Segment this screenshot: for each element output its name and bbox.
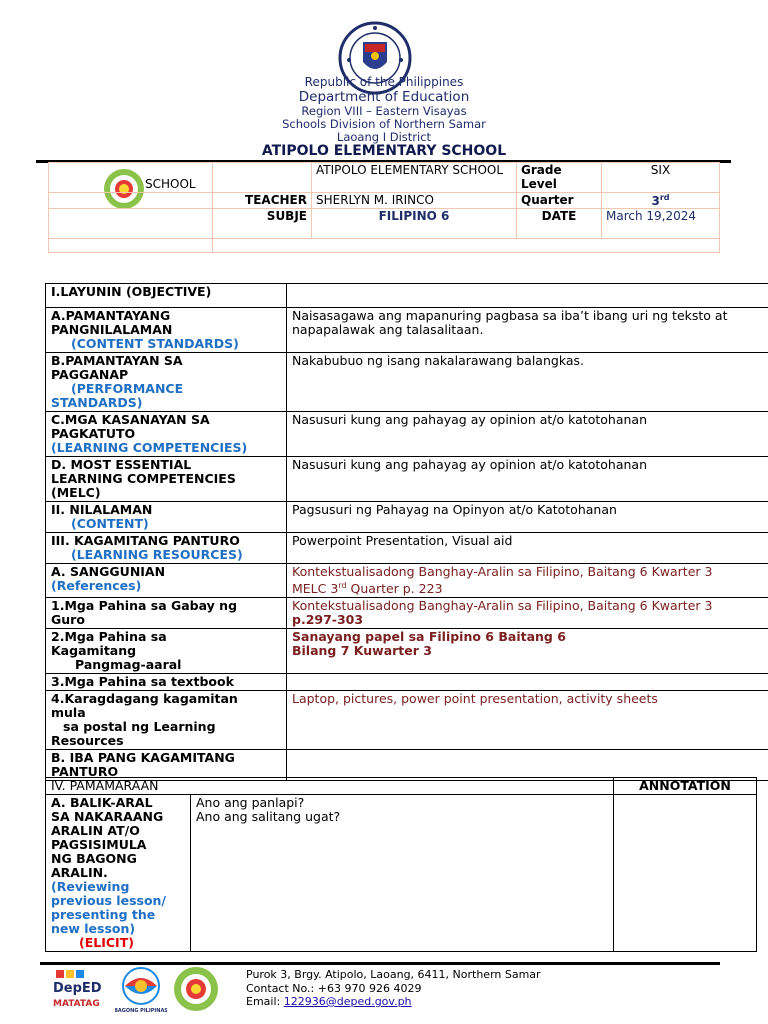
- district-text: Laoang I District: [336, 130, 432, 144]
- teacher-guide-value: Kontekstualisadong Banghay-Aralin sa Filipino, Baitang 6 Kwarter 3 p.297-303: [287, 598, 768, 629]
- table-row: III. KAGAMITANG PANTURO (LEARNING RESOURCES) Powerpoint Presentation, Visual aid: [46, 533, 768, 564]
- additional-materials-value: Laptop, pictures, power point presentation, activity sheets: [287, 691, 768, 750]
- footer-contact: Contact No.: +63 970 926 4029: [246, 981, 422, 995]
- content-standards-value: Naisasagawa ang mapanuring pagbasa sa iba’t ibang uri ng teksto at napapalawak ang talasalitaan.: [287, 308, 768, 353]
- references-value: Kontekstualisadong Banghay-Aralin sa Filipino, Baitang 6 Kwarter 3 MELC 3rd Quarter p. 223: [287, 564, 768, 598]
- learning-competencies-value: Nasusuri kung ang pahayag ay opinion at/o katotohanan: [287, 412, 768, 457]
- subject-value: FILIPINO 6: [312, 209, 517, 239]
- teacher-value: SHERLYN M. IRINCO: [312, 193, 517, 209]
- svg-text:MATATAG: MATATAG: [53, 999, 100, 1009]
- deped-matatag-logo: [50, 970, 110, 1012]
- subject-label: SUBJE: [213, 209, 312, 239]
- table-row: A.PAMANTAYANG PANGNILALAMAN (CONTENT STANDARDS) Naisasagawa ang mapanuring pagbasa sa iba’t ibang uri ng teksto at napapalawak ang talasalitaan.: [46, 308, 768, 353]
- question-salitang-ugat: Ano ang salitang ugat?: [196, 809, 341, 824]
- table-row: C.MGA KASANAYAN SA PAGKATUTO (LEARNING COMPETENCIES) Nasusuri kung ang pahayag ay opinion at/o katotohanan: [46, 412, 768, 457]
- procedure-table: [45, 777, 757, 952]
- grade-label: Grade Level: [517, 163, 602, 193]
- table-row: A. SANGGUNIAN (References) Kontekstualisadong Banghay-Aralin sa Filipino, Baitang 6 Kwarter 3 MELC 3rd Quarter p. 223: [46, 564, 768, 598]
- grade-value: SIX: [602, 163, 720, 193]
- republic-text: Republic of the Philippines: [304, 75, 464, 89]
- quarter-label: Quarter: [517, 193, 602, 209]
- division-text: Schools Division of Northern Samar: [282, 117, 486, 131]
- annotation-header: ANNOTATION: [614, 778, 757, 795]
- region-text: Region VIII – Eastern Visayas: [301, 104, 467, 118]
- footer-email-label: Email:: [246, 995, 284, 1008]
- table-row: A. BALIK-ARAL SA NAKARAANG ARALIN AT/O PAGSISIMULA NG BAGONG ARALIN. (Reviewing previous lesson/ presenting the new lesson) (ELICIT) Ano ang panlapi? Ano ang salitang ugat?: [46, 795, 757, 952]
- table-row: 3.Mga Pahina sa textbook: [46, 674, 768, 691]
- procedure-title: IV. PAMAMARAAN: [46, 778, 614, 795]
- footer-email-link[interactable]: 122936@deped.gov.ph: [283, 995, 412, 1008]
- footer-address: Purok 3, Brgy. Atipolo, Laoang, 6411, Northern Samar: [246, 968, 541, 981]
- table-row: D. MOST ESSENTIAL LEARNING COMPETENCIES (MELC) Nasusuri kung ang pahayag ay opinion at/o katotohanan: [46, 457, 768, 502]
- svg-text:BAGONG PILIPINAS: BAGONG PILIPINAS: [115, 1008, 167, 1014]
- date-label: DATE: [517, 209, 602, 239]
- school-title: ATIPOLO ELEMENTARY SCHOOL: [261, 143, 507, 159]
- question-panlapi: Ano ang panlapi?: [196, 795, 305, 810]
- bagong-pilipinas-logo: [115, 966, 167, 1014]
- school-value: ATIPOLO ELEMENTARY SCHOOL: [312, 163, 517, 193]
- quarter-value: 3: [651, 194, 660, 208]
- learner-materials-value: Sanayang papel sa Filipino 6 Baitang 6 Bilang 7 Kuwarter 3: [287, 629, 768, 674]
- learning-resources-value: Powerpoint Presentation, Visual aid: [287, 533, 768, 564]
- table-row: II. NILALAMAN (CONTENT) Pagsusuri ng Pahayag na Opinyon at/o Katotohanan: [46, 502, 768, 533]
- table-row: 2.Mga Pahina sa Kagamitang Pangmag-aaral Sanayang papel sa Filipino 6 Baitang 6 Bilang 7 Kuwarter 3: [46, 629, 768, 674]
- quarter-sup: rd: [659, 193, 670, 202]
- school-label: SCHOOL: [145, 177, 196, 191]
- school-logo-footer: [172, 966, 220, 1012]
- department-text: Department of Education: [298, 89, 470, 105]
- melc-value: Nasusuri kung ang pahayag ay opinion at/o katotohanan: [287, 457, 768, 502]
- objective-heading: I.LAYUNIN (OBJECTIVE): [46, 284, 287, 308]
- performance-standards-value: Nakabubuo ng isang nakalarawang balangkas.: [287, 353, 768, 412]
- content-value: Pagsusuri ng Pahayag na Opinyon at/o Katotohanan: [287, 502, 768, 533]
- teacher-label: TEACHER: [213, 193, 312, 209]
- objectives-table: [45, 283, 768, 781]
- info-table: [48, 162, 720, 253]
- date-value: March 19,2024: [602, 209, 720, 239]
- footer-divider: [40, 962, 720, 965]
- table-row: B.PAMANTAYAN SA PAGGANAP (PERFORMANCE STANDARDS) Nakabubuo ng isang nakalarawang balangkas.: [46, 353, 768, 412]
- table-row: 1.Mga Pahina sa Gabay ng Guro Kontekstualisadong Banghay-Aralin sa Filipino, Baitang 6 Kwarter 3 p.297-303: [46, 598, 768, 629]
- svg-text:DepED: DepED: [53, 981, 102, 996]
- table-row: B. IBA PANG KAGAMITANG PANTURO: [46, 750, 768, 781]
- table-row: 4.Karagdagang kagamitan mula sa postal ng Learning Resources Laptop, pictures, power point presentation, activity sheets: [46, 691, 768, 750]
